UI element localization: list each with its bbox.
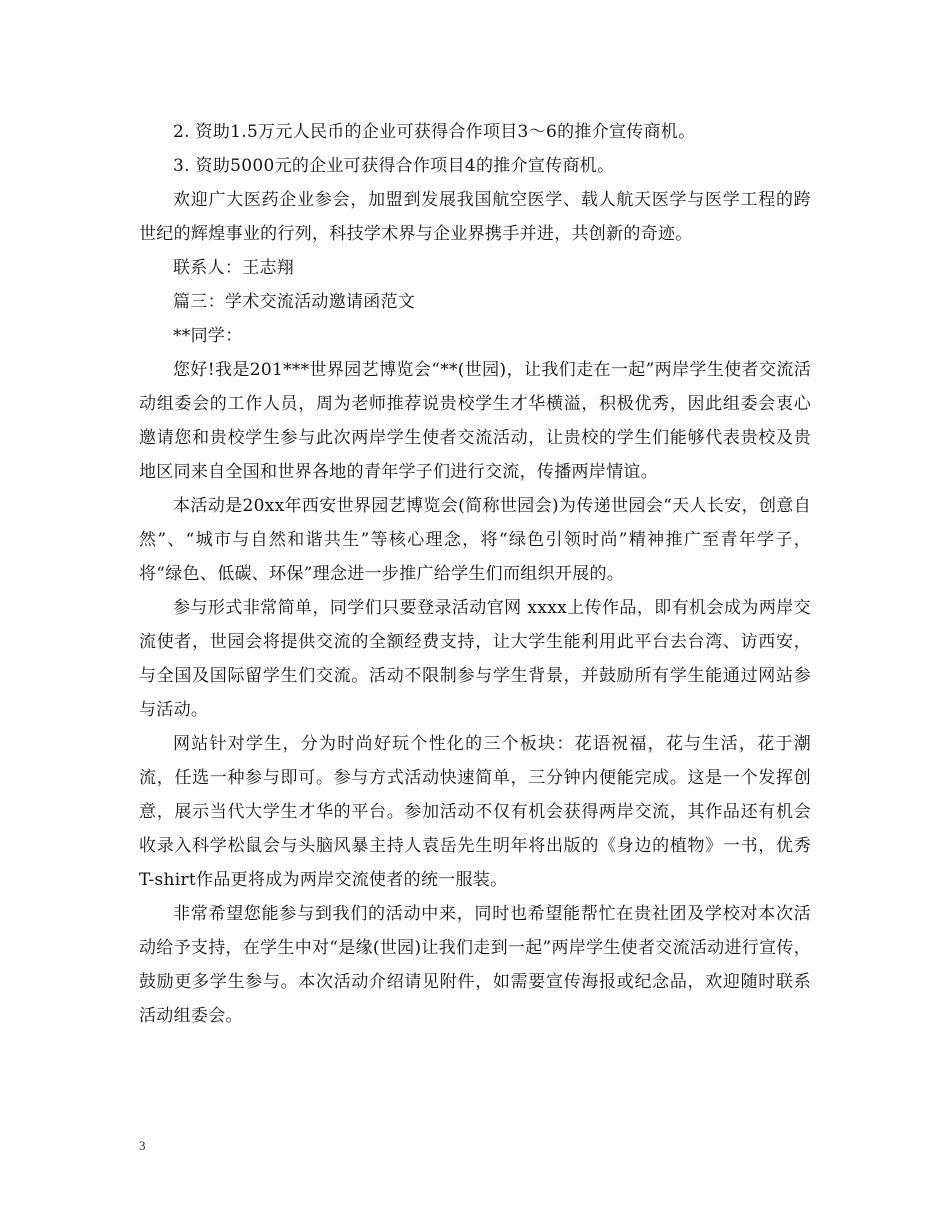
paragraph-invitation-intro: 您好!我是201***世界园艺博览会“**(世园)，让我们走在一起”两岸学生使者交流活动组委会的工作人员，周为老师推荐说贵校学生才华横溢，积极优秀，因此组委会衷心邀请您和贵校学生参与此次两岸学生使者交流活动，让贵校的学生们能够代表贵校及贵地区同来自全国和世界各地的青年学子们进行交流，传播两岸情谊。 [139, 360, 811, 482]
paragraph-welcome-enterprises: 欢迎广大医药企业参会，加盟到发展我国航空医学、载人航天医学与医学工程的跨世纪的辉煌事业的行列，科技学术界与企业界携手并进，共创新的奇迹。 [139, 190, 811, 244]
section-heading: 篇三：学术交流活动邀请函范文 [173, 292, 416, 312]
paragraph-contact-person: 联系人：王志翔 [173, 258, 295, 278]
page-number: 3 [139, 1138, 146, 1153]
paragraph-activity-purpose: 本活动是20xx年西安世界园艺博览会(简称世园会)为传递世园会“天人长安，创意自然”、“城市与自然和谐共生”等核心理念，将“绿色引领时尚”精神推广至青年学子，将“绿色、低碳、环保”理念进一步推广给学生们而组织开展的。 [139, 496, 811, 584]
paragraph-sponsorship-tier-3: 3. 资助5000元的企业可获得合作项目4的推介宣传商机。 [173, 156, 615, 176]
paragraph-closing-request: 非常希望您能参与到我们的活动中来，同时也希望能帮忙在贵社团及学校对本次活动给予支持，在学生中对“是缘(世园)让我们走到一起”两岸学生使者交流活动进行宣传，鼓励更多学生参与。本次活动介绍请见附件，如需要宣传海报或纪念品，欢迎随时联系活动组委会。 [139, 904, 811, 1026]
paragraph-participation-format: 参与形式非常简单，同学们只要登录活动官网 xxxx上传作品，即有机会成为两岸交流使者，世园会将提供交流的全额经费支持，让大学生能利用此平台去台湾、访西安，与全国及国际留学生们交流。活动不限制参与学生背景，并鼓励所有学生能通过网站参与活动。 [139, 598, 811, 720]
salutation: **同学： [173, 326, 243, 346]
document-body [139, 115, 811, 1033]
paragraph-website-sections: 网站针对学生，分为时尚好玩个性化的三个板块：花语祝福，花与生活，花于潮流，任选一种参与即可。参与方式活动快速简单，三分钟内便能完成。这是一个发挥创意，展示当代大学生才华的平台。参加活动不仅有机会获得两岸交流，其作品还有机会收录入科学松鼠会与头脑风暴主持人袁岳先生明年将出版的《身边的植物》一书，优秀T-shirt作品更将成为两岸交流使者的统一服装。 [139, 734, 811, 890]
paragraph-sponsorship-tier-2: 2. 资助1.5万元人民币的企业可获得合作项目3～6的推介宣传商机。 [173, 122, 696, 142]
